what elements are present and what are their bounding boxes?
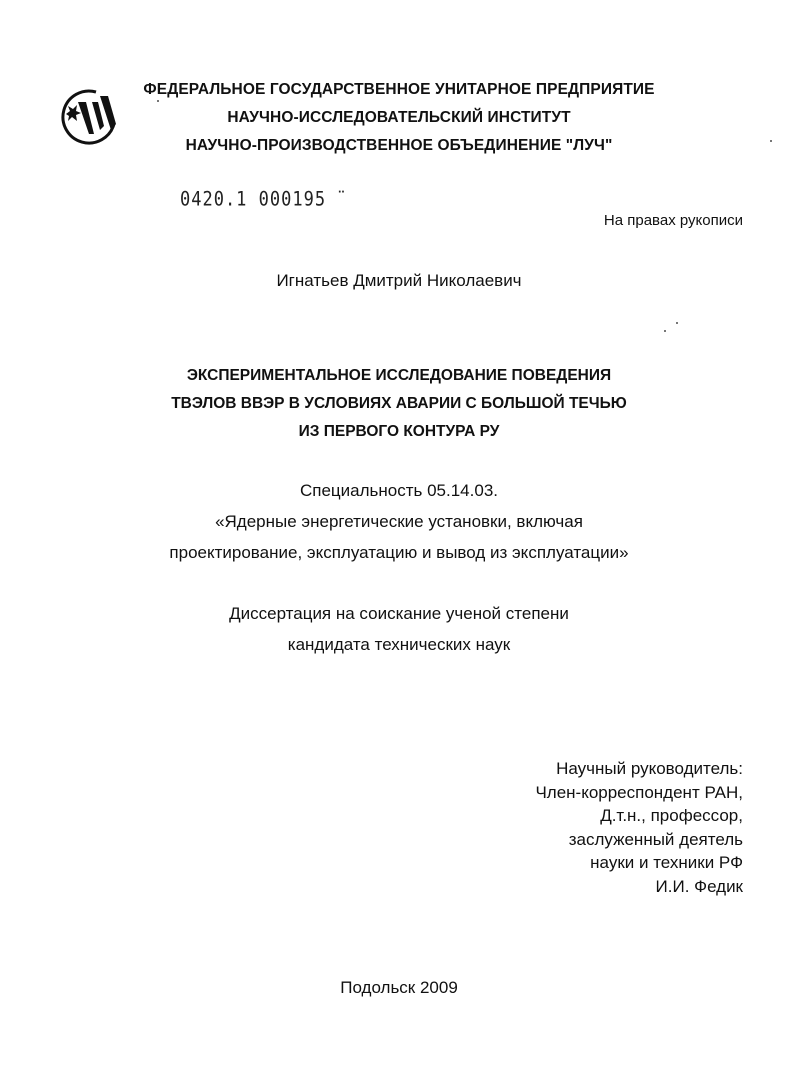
scan-speck [664,330,666,332]
org-line-1: ФЕДЕРАЛЬНОЕ ГОСУДАРСТВЕННОЕ УНИТАРНОЕ ПРЕДПРИЯТИЕ [143,81,655,98]
scan-speck [157,100,159,102]
degree-line-1: Диссертация на соискание ученой степени [229,604,569,623]
advisor-line-6: И.И. Федик [655,876,743,896]
advisor-line-4: заслуженный деятель [568,829,743,849]
specialty-block [0,475,798,568]
advisor-line-1: Научный руководитель: [556,759,743,778]
city-year: Подольск 2009 [340,978,458,997]
advisor-line-5: науки и техники РФ [590,853,743,872]
specialty-line-3: проектирование, эксплуатацию и вывод из эксплуатации» [169,543,629,562]
rights-note: На правах рукописи [603,212,743,229]
advisor-line-3: Д.т.н., профессор, [600,806,743,825]
specialty-line-1: Специальность 05.14.03. [299,481,498,500]
scan-speck [676,322,678,324]
thesis-title [0,362,798,446]
organization-header [0,76,798,160]
registration-stamp: 0420.1 000195 ̈ [180,188,338,211]
title-line-2: ТВЭЛОВ ВВЭР В УСЛОВИЯХ АВАРИИ С БОЛЬШОЙ ТЕЧЬЮ [171,395,627,412]
degree-line-2: кандидата технических наук [287,635,511,654]
advisor-line-2: Член-корреспондент РАН, [535,782,743,802]
specialty-line-2: «Ядерные энергетические установки, включая [215,512,583,531]
title-line-3: ИЗ ПЕРВОГО КОНТУРА РУ [298,423,500,440]
degree-block [0,598,798,660]
title-line-1: ЭКСПЕРИМЕНТАЛЬНОЕ ИССЛЕДОВАНИЕ ПОВЕДЕНИЯ [186,367,612,384]
scan-speck [770,140,772,142]
author-name: Игнатьев Дмитрий Николаевич [276,271,522,290]
org-line-2: НАУЧНО-ИССЛЕДОВАТЕЛЬСКИЙ ИНСТИТУТ [227,109,571,126]
advisor-block [535,757,743,898]
org-line-3: НАУЧНО-ПРОИЗВОДСТВЕННОЕ ОБЪЕДИНЕНИЕ "ЛУЧ" [185,137,613,154]
